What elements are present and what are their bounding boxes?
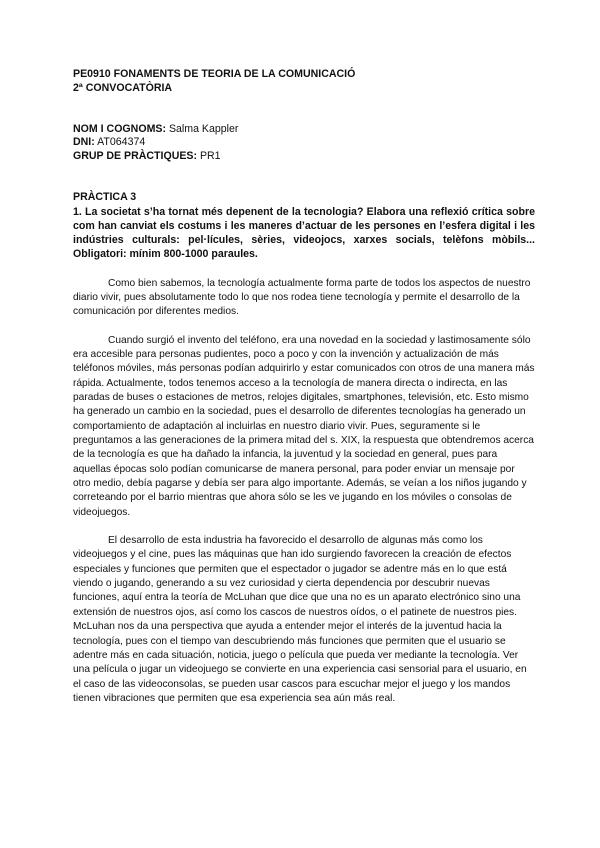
body-paragraph-2: Cuando surgió el invento del teléfono, era una novedad en la sociedad y lastimosamente sólo era accesible para personas pudientes, poco a poco y con la invención y actualización de más teléfonos móviles, más personas podían adquirirlo y estar comunicados con otros de una manera más rápida. Actualmente, todos tenemos acceso a la tecnología de manera directa o indirecta, en las paradas de buses o estaciones de metros, relojes digitales, smartphones, televisión, etc. Esto mismo ha generado un cambio en la sociedad, pues el desarrollo de diferentes tecnologías ha generado un comportamiento de adaptación al incluirlas en nuestro diario vivir. Pues, seguramente si le preguntamos a las generaciones de la primera mitad del s. XIX, la respuesta que obtendremos acerca de la tecnología es que ha dañado la infancia, la juventud y la sociedad en general, pues para aquellas épocas solo podían comunicarse de manera personal, para poder enviar un mensaje por otro medio, debía pagarse y debía ser para algo importante. Además, se veían a los niños jugando y correteando por el barrio mientras que ahora sólo se les ve jugando en los móviles o consolas de videojuegos. (73, 334, 535, 518)
practice-question: 1. La societat s’ha tornat més depenent de la tecnologia? Elabora una reflexió crítica sobre com han canviat els costums i les maneres d’actuar de les persones en l’esfera digital i les indústries culturals: pel·lícules, sèries, videojocs, xarxes socials, telèfons mòbils... Obligatori: mínim 800-1000 paraules. (73, 205, 535, 261)
student-name-label: NOM I COGNOMS: (73, 122, 166, 135)
student-dni-label: DNI: (73, 136, 95, 149)
practice-title: PRÀCTICA 3 (73, 190, 137, 203)
student-dni-row (73, 136, 533, 150)
student-group-value: PR1 (199, 150, 221, 163)
body-paragraph-3: El desarrollo de esta industria ha favorecido el desarrollo de algunas más como los videojuegos y el cine, pues las máquinas que han ido surgiendo favorecen la creación de efectos especiales y funciones que permiten que el espectador o jugador se adentre más en lo que está viendo o jugando, generando a su vez curiosidad y cierta dependencia por descubrir nuevas funciones, aquí entra la teoría de McLuhan que dice que una no es un aparato electrónico sino una extensión de nuestros ojos, así como los cascos de nuestros oídos, o el patinete de nuestros pies. McLuhan nos da una perspectiva que ayuda a entender mejor el interés de la juventud hacia la tecnología, pues con el tiempo van descubriendo más funciones que permiten que el usuario se adentre más en cada situación, noticia, juego o película que pueda ver mediante la tecnología. Ver una película o jugar un videojuego se convierte en una experiencia casi sensorial para el usuario, en el caso de las videoconsolas, se pueden usar cascos para escuchar mejor el juego y los mandos tienen vibraciones que permiten que esa experiencia sea aún más real. (73, 535, 527, 704)
body-paragraph-1: Como bien sabemos, la tecnología actualmente forma parte de todos los aspectos de nuestro diario vivir, pues absolutamente todo lo que nos rodea tiene tecnología y permite el desarrollo de la comunicación por diferentes medios. (73, 277, 531, 318)
call-label: 2ª CONVOCATÒRIA (73, 81, 173, 94)
document-content (73, 68, 533, 706)
student-dni-value: AT064374 (97, 136, 146, 149)
student-name-row (73, 123, 533, 137)
student-group-row (73, 150, 533, 164)
student-name-value: Salma Kappler (168, 122, 239, 135)
student-group-label: GRUP DE PRÀCTIQUES: (73, 150, 198, 163)
course-title: PE0910 FONAMENTS DE TEORIA DE LA COMUNICACIÓ (73, 68, 356, 80)
